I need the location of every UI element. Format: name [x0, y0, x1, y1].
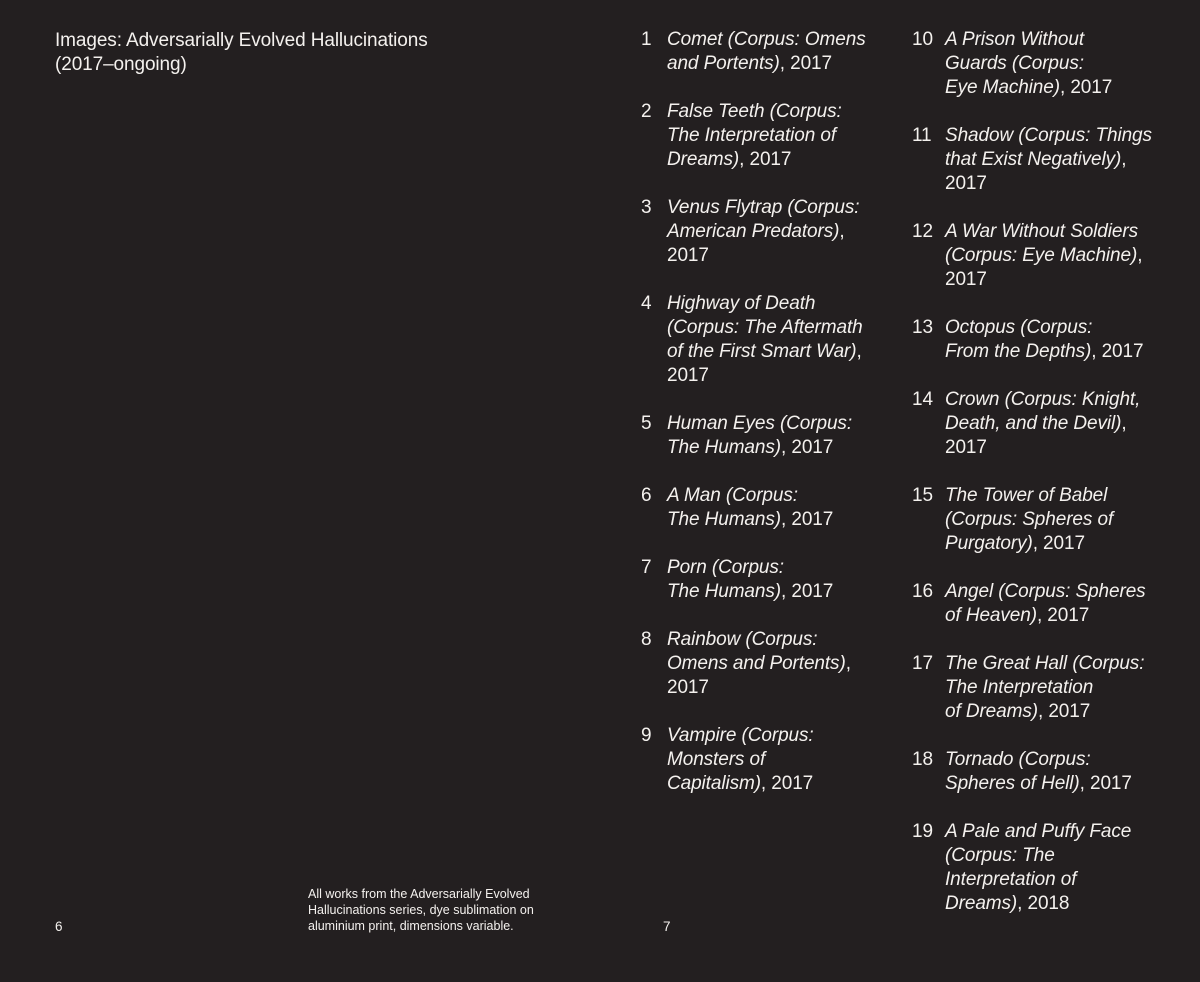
footnote-line2: Hallucinations series, dye sublimation on — [308, 903, 534, 917]
caption-line: Venus Flytrap (Corpus: — [667, 197, 860, 218]
caption-line: The Great Hall (Corpus: — [945, 653, 1145, 674]
caption-entry — [912, 316, 1172, 364]
caption-text — [945, 820, 1172, 916]
caption-entry — [912, 820, 1172, 916]
footnote-line3: aluminium print, dimensions variable. — [308, 919, 514, 933]
caption-entry — [641, 100, 891, 172]
caption-text — [945, 28, 1172, 100]
caption-number: 8 — [641, 629, 652, 650]
caption-line: The Humans), 2017 — [667, 509, 834, 530]
caption-entry — [912, 652, 1172, 724]
caption-line: A War Without Soldiers — [945, 221, 1138, 242]
caption-line: A Pale and Puffy Face — [945, 821, 1132, 842]
caption-line: Shadow (Corpus: Things — [945, 125, 1152, 146]
caption-line: Rainbow (Corpus: — [667, 629, 818, 650]
caption-line: that Exist Negatively), — [945, 149, 1127, 170]
caption-line: Dreams), 2017 — [667, 149, 792, 170]
page-title-line2: (2017–ongoing) — [55, 54, 187, 75]
caption-line: and Portents), 2017 — [667, 53, 832, 74]
caption-line: of the First Smart War), — [667, 341, 862, 362]
caption-line: Comet (Corpus: Omens — [667, 29, 866, 50]
caption-number: 12 — [912, 221, 933, 242]
caption-line: Eye Machine), 2017 — [945, 77, 1113, 98]
caption-line: 2017 — [667, 245, 709, 266]
caption-line: Tornado (Corpus: — [945, 749, 1091, 770]
caption-number: 9 — [641, 725, 652, 746]
caption-number: 13 — [912, 317, 933, 338]
caption-line: Dreams), 2018 — [945, 893, 1070, 914]
caption-entry — [912, 388, 1172, 460]
caption-text — [945, 124, 1172, 196]
caption-entry — [641, 412, 891, 460]
caption-entry — [912, 124, 1172, 196]
caption-text — [945, 388, 1172, 460]
caption-line: Angel (Corpus: Spheres — [945, 581, 1146, 602]
caption-text — [667, 628, 891, 700]
caption-number: 19 — [912, 821, 933, 842]
caption-line: Vampire (Corpus: — [667, 725, 814, 746]
caption-line: (Corpus: The — [945, 845, 1055, 866]
caption-entry — [641, 724, 891, 796]
caption-text — [945, 748, 1172, 796]
caption-text — [667, 28, 891, 76]
caption-text — [667, 412, 891, 460]
caption-text — [667, 196, 891, 268]
caption-number: 10 — [912, 29, 933, 50]
caption-number: 18 — [912, 749, 933, 770]
caption-line: Guards (Corpus: — [945, 53, 1084, 74]
caption-entry — [641, 196, 891, 268]
caption-entry — [641, 628, 891, 700]
caption-line: False Teeth (Corpus: — [667, 101, 842, 122]
page-title — [55, 29, 428, 77]
caption-number: 2 — [641, 101, 652, 122]
caption-number: 3 — [641, 197, 652, 218]
page-number-right: 7 — [663, 919, 671, 934]
caption-line: Human Eyes (Corpus: — [667, 413, 853, 434]
caption-text — [945, 580, 1172, 628]
caption-number: 1 — [641, 29, 652, 50]
caption-entry — [641, 556, 891, 604]
caption-line: Spheres of Hell), 2017 — [945, 773, 1132, 794]
caption-column-2 — [912, 28, 1172, 940]
caption-number: 5 — [641, 413, 652, 434]
caption-column-1 — [641, 28, 891, 820]
caption-text — [667, 292, 891, 388]
caption-line: Capitalism), 2017 — [667, 773, 814, 794]
caption-entry — [912, 28, 1172, 100]
caption-number: 17 — [912, 653, 933, 674]
caption-line: The Interpretation — [945, 677, 1094, 698]
caption-number: 15 — [912, 485, 933, 506]
caption-line: 2017 — [945, 173, 987, 194]
caption-line: 2017 — [945, 269, 987, 290]
caption-text — [945, 220, 1172, 292]
caption-line: A Man (Corpus: — [667, 485, 798, 506]
caption-line: Monsters of — [667, 749, 766, 770]
caption-entry — [912, 748, 1172, 796]
caption-line: Crown (Corpus: Knight, — [945, 389, 1141, 410]
caption-text — [945, 484, 1172, 556]
caption-line: The Interpretation of — [667, 125, 837, 146]
page-title-line1: Images: Adversarially Evolved Hallucinations — [55, 30, 428, 51]
caption-line: Purgatory), 2017 — [945, 533, 1085, 554]
caption-line: The Tower of Babel — [945, 485, 1108, 506]
caption-number: 4 — [641, 293, 652, 314]
caption-number: 6 — [641, 485, 652, 506]
footnote-line1: All works from the Adversarially Evolved — [308, 887, 530, 901]
caption-line: (Corpus: The Aftermath — [667, 317, 863, 338]
caption-number: 16 — [912, 581, 933, 602]
caption-line: 2017 — [667, 365, 709, 386]
caption-text — [667, 556, 891, 604]
caption-line: Omens and Portents), — [667, 653, 851, 674]
caption-line: (Corpus: Spheres of — [945, 509, 1114, 530]
caption-entry — [641, 28, 891, 76]
caption-line: Highway of Death — [667, 293, 816, 314]
caption-line: American Predators), — [667, 221, 845, 242]
caption-entry — [912, 220, 1172, 292]
caption-line: of Dreams), 2017 — [945, 701, 1091, 722]
caption-text — [667, 100, 891, 172]
footnote — [308, 886, 558, 934]
caption-line: 2017 — [667, 677, 709, 698]
caption-entry — [912, 580, 1172, 628]
caption-text — [667, 724, 891, 796]
caption-number: 7 — [641, 557, 652, 578]
caption-line: From the Depths), 2017 — [945, 341, 1144, 362]
caption-number: 11 — [912, 125, 932, 146]
caption-line: The Humans), 2017 — [667, 581, 834, 602]
caption-line: Porn (Corpus: — [667, 557, 784, 578]
caption-line: (Corpus: Eye Machine), — [945, 245, 1143, 266]
caption-line: Interpretation of — [945, 869, 1077, 890]
caption-line: A Prison Without — [945, 29, 1085, 50]
caption-line: Death, and the Devil), — [945, 413, 1127, 434]
caption-line: 2017 — [945, 437, 987, 458]
caption-number: 14 — [912, 389, 933, 410]
page-number-left: 6 — [55, 919, 63, 934]
caption-line: The Humans), 2017 — [667, 437, 834, 458]
caption-entry — [912, 484, 1172, 556]
caption-text — [667, 484, 891, 532]
caption-text — [945, 652, 1172, 724]
caption-text — [945, 316, 1172, 364]
caption-entry — [641, 292, 891, 388]
caption-line: of Heaven), 2017 — [945, 605, 1090, 626]
caption-line: Octopus (Corpus: — [945, 317, 1093, 338]
caption-entry — [641, 484, 891, 532]
